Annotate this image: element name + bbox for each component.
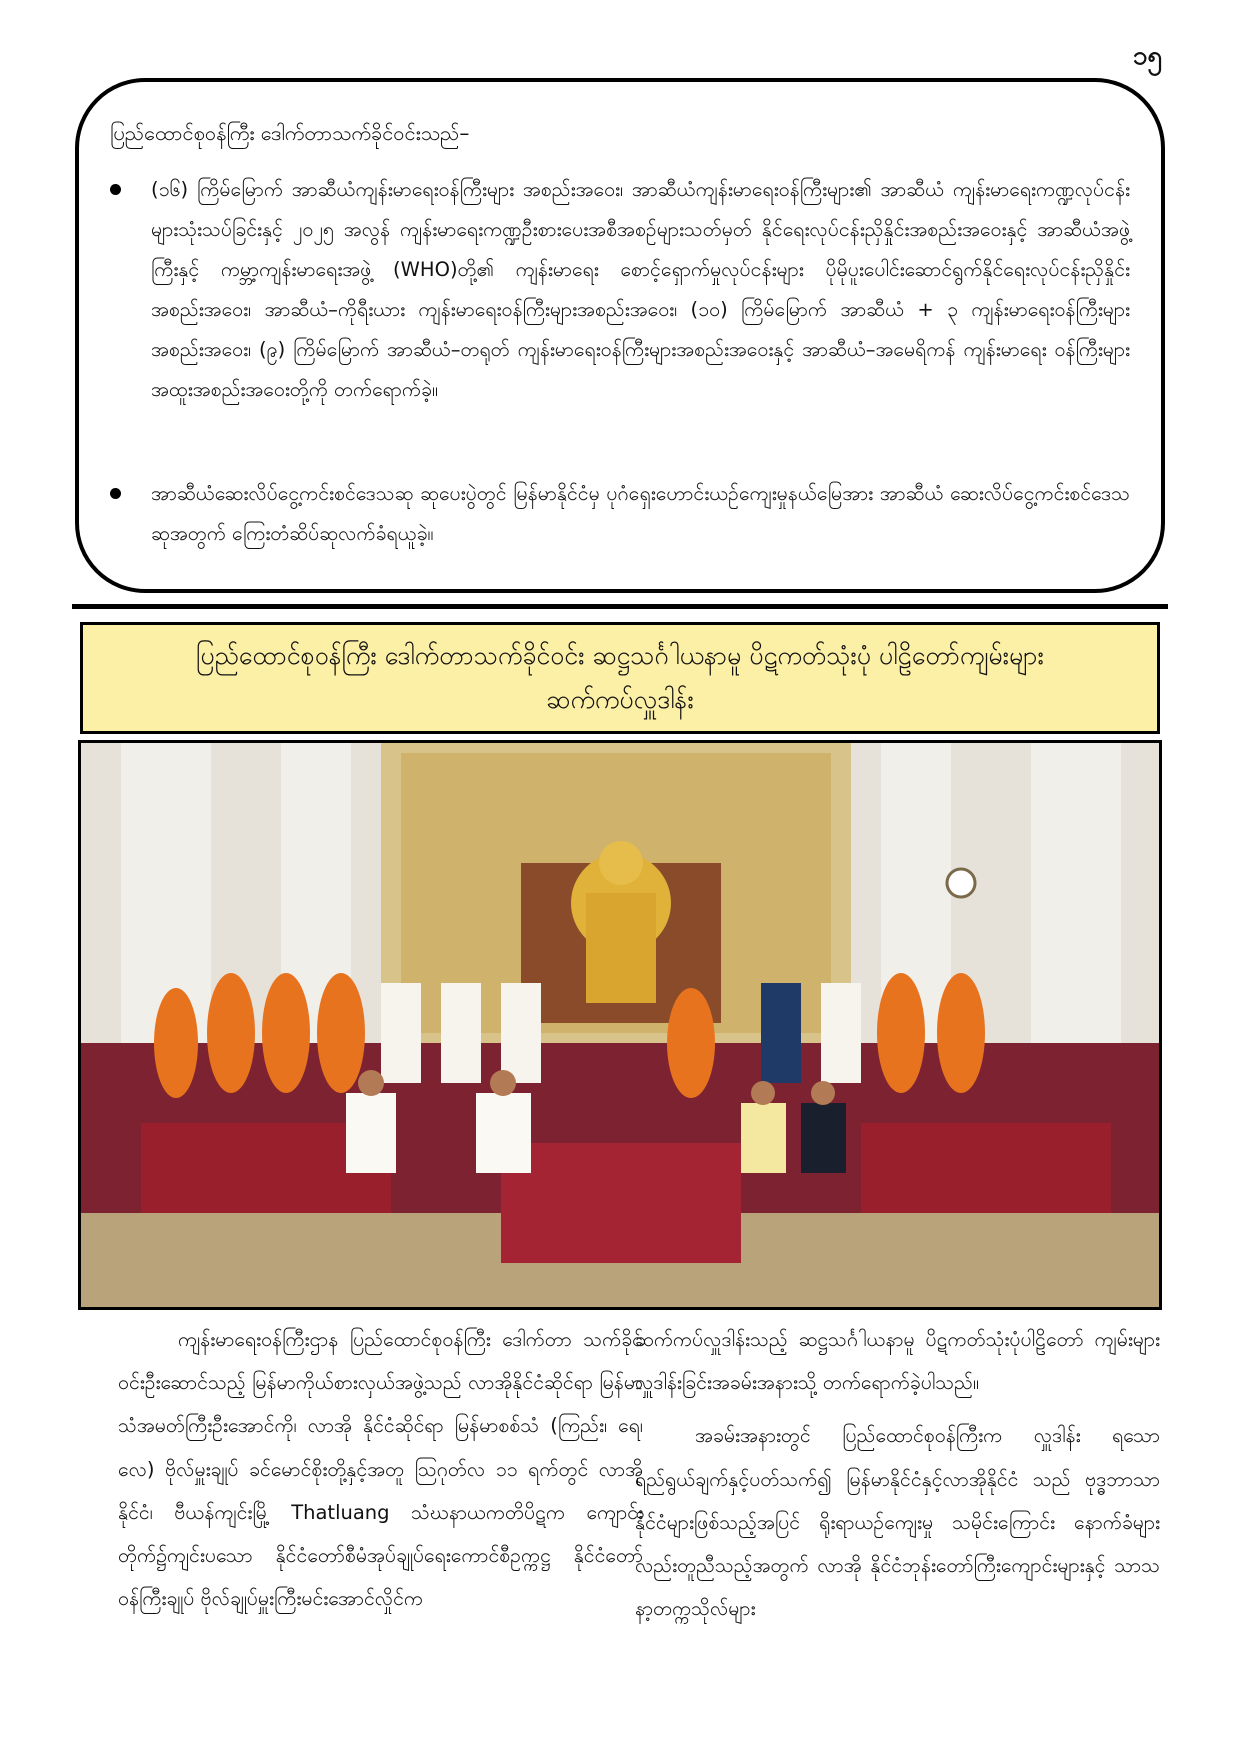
bullet-dot-icon — [110, 184, 121, 195]
article-paragraph: ကျန်းမာရေးဝန်ကြီးဌာန ပြည်ထောင်စုဝန်ကြီး ဒေါက်တာ သက်ခိုင်ဝင်းဦးဆောင်သည့် မြန်မာကိုယ်စားလှယ်အဖွဲ့သည် လာအိုနိုင်ငံဆိုင်ရာ မြန်မာသံအမတ်ကြီးဦးအောင်ကို၊ လာအို နိုင်ငံဆိုင်ရာ မြန်မာစစ်သံ (ကြည်း၊ ရေ၊ လေ) ဗိုလ်မှူးချုပ် ခင်မောင်စိုးတို့နှင့်အတူ ဩဂုတ်လ ၁၁ ရက်တွင် လာအိုနိုင်ငံ၊ ဗီယန်ကျင်းမြို့ Thatluang သံဃနာယကတိပိဋက ကျောင်း တိုက်၌ကျင်းပသော နိုင်ငံတော်စီမံအုပ်ချုပ်ရေးကောင်စီဥက္ကဋ္ဌ နိုင်ငံတော်ဝန်ကြီးချုပ် ဗိုလ်ချုပ်မှူးကြီးမင်းအောင်လှိုင်က — [118, 1328, 643, 1611]
article-paragraph: အခမ်းအနားတွင် ပြည်ထောင်စုဝန်ကြီးက လှူဒါန်း ရသောရည်ရွယ်ချက်နှင့်ပတ်သက်၍ မြန်မာနိုင်ငံနှင့်လာအိုနိုင်ငံ သည် ဗုဒ္ဓဘာသာနိုင်ငံများဖြစ်သည့်အပြင် ရိုးရာယဉ်ကျေးမှု သမိုင်းကြောင်း နောက်ခံများလည်းတူညီသည့်အတွက် လာအို နိုင်ငံဘုန်းတော်ကြီးကျောင်းများနှင့် သာသနာ့တက္ကသိုလ်များ — [635, 1424, 1160, 1621]
ceremony-photo-illustration — [81, 743, 1159, 1307]
highlights-heading: ပြည်ထောင်စုဝန်ကြီး ဒေါက်တာသက်ခိုင်ဝင်းသည်– — [110, 121, 470, 145]
bullet-text: အာဆီယံဆေးလိပ်ငွေ့ကင်းစင်ဒေသဆု ဆုပေးပွဲတွင် မြန်မာနိုင်ငံမှ ပုဂံရှေးဟောင်းယဉ်ကျေးမှုနယ်မြေအား အာဆီယံ ဆေးလိပ်ငွေ့ကင်းစင်ဒေသဆုအတွက် ကြေးတံဆိပ်ဆုလက်ခံရယူခဲ့။ — [151, 482, 1130, 545]
article-title-line-2: ဆက်ကပ်လှူဒါန်း — [546, 685, 694, 714]
page-number: ၁၅ — [1132, 41, 1162, 71]
highlight-bullet-1 — [110, 170, 1130, 470]
article-column-right — [635, 1318, 1160, 1640]
highlight-bullet-2 — [110, 474, 1130, 554]
section-divider — [72, 604, 1168, 609]
article-title-line-1: ပြည်ထောင်စုဝန်ကြီး ဒေါက်တာသက်ခိုင်ဝင်း ဆဋ္ဌသင်္ဂါယနာမူ ပိဋကတ်သုံးပုံ ပါဠိတော်ကျမ်းများ — [196, 641, 1044, 670]
bullet-text: (၁၆) ကြိမ်မြောက် အာဆီယံကျန်းမာရေးဝန်ကြီးများ အစည်းအဝေး၊ အာဆီယံကျန်းမာရေးဝန်ကြီးများ၏ အာဆီယံ ကျန်းမာရေးကဏ္ဍလုပ်ငန်းများသုံးသပ်ခြင်းနှင့် ၂၀၂၅ အလွန် ကျန်းမာရေးကဏ္ဍဦးစားပေးအစီအစဉ်များသတ်မှတ် နိုင်ရေးလုပ်ငန်းညှိနှိုင်းအစည်းအဝေးနှင့် အာဆီယံအဖွဲ့ကြီးနှင့် ကမ္ဘာ့ကျန်းမာရေးအဖွဲ့ (WHO)တို့၏ ကျန်းမာရေး စောင့်ရှောက်မှုလုပ်ငန်းများ ပိုမိုပူးပေါင်းဆောင်ရွက်နိုင်ရေးလုပ်ငန်းညှိနှိုင်းအစည်းအဝေး၊ အာဆီယံ–ကိုရီးယား ကျန်းမာရေးဝန်ကြီးများအစည်းအဝေး၊ (၁၀) ကြိမ်မြောက် အာဆီယံ + ၃ ကျန်းမာရေးဝန်ကြီးများအစည်းအဝေး၊ (၉) ကြိမ်မြောက် အာဆီယံ–တရုတ် ကျန်းမာရေးဝန်ကြီးများအစည်းအဝေးနှင့် အာဆီယံ–အမေရိကန် ကျန်းမာရေး ဝန်ကြီးများ အထူးအစည်းအဝေးတို့ကို တက်ရောက်ခဲ့။ — [151, 178, 1130, 401]
article-column-left — [118, 1318, 643, 1630]
article-paragraph: ဆက်ကပ်လှူဒါန်းသည့် ဆဋ္ဌသင်္ဂါယနာမူ ပိဋကတ်သုံးပုံပါဠိတော် ကျမ်းများလှူဒါန်းခြင်းအခမ်းအနားသို့ တက်ရောက်ခဲ့ပါသည်။ — [635, 1328, 1160, 1395]
bullet-dot-icon — [110, 488, 121, 499]
ceremony-photo — [78, 740, 1162, 1310]
article-title-box — [80, 622, 1160, 734]
